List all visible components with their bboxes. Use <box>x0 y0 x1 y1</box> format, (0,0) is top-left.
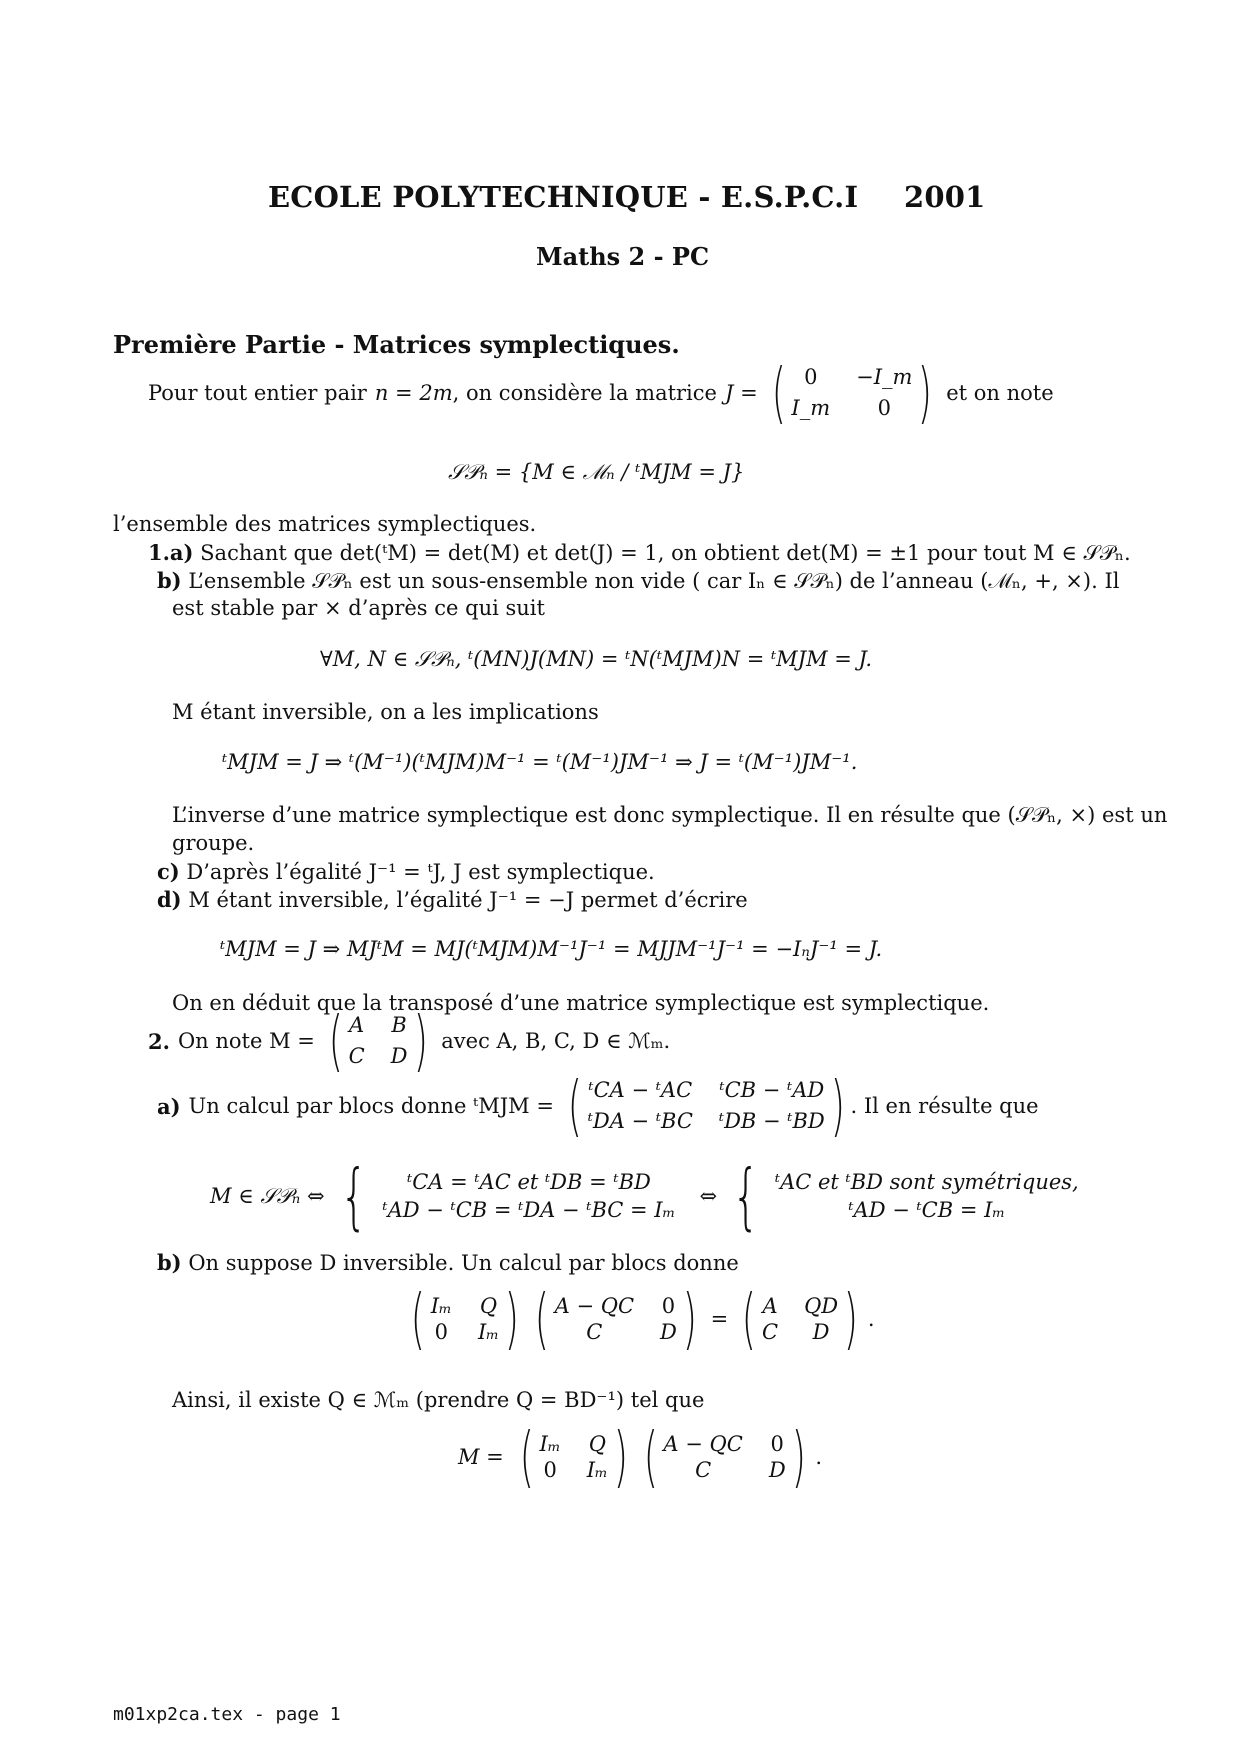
q2a-line <box>157 1067 1039 1144</box>
q1c-line <box>157 857 655 887</box>
paren-left: ( <box>567 1067 582 1144</box>
matrix-cell: A − QC <box>554 1294 635 1318</box>
matrix-cell: −I_m <box>856 365 913 389</box>
q1a-line <box>148 538 1131 568</box>
matrix-cell: Iₘ <box>430 1294 452 1318</box>
definition-equation: 𝒮𝒫ₙ = {M ∈ ℳₙ / ᵗMJM = J} <box>448 460 745 484</box>
q1c-text: D’après l’égalité J⁻¹ = ᵗJ, J est symplectique. <box>186 860 655 884</box>
intro-text-d: J = <box>724 380 758 405</box>
q1b-equation: ∀M, N ∈ 𝒮𝒫ₙ, ᵗ(MN)J(MN) = ᵗN(ᵗMJM)N = ᵗMJM = J. <box>320 647 872 671</box>
matrix-cell: C <box>761 1320 779 1344</box>
equiv-row: ᵗAC et ᵗBD sont symétriques, <box>774 1170 1079 1194</box>
matrix-cell: Iₘ <box>539 1432 561 1456</box>
final-lhs: M = <box>458 1445 504 1469</box>
matrix-cells <box>431 1294 499 1344</box>
q1d-text2: On en déduit que la transposé d’une matrice symplectique est symplectique. <box>172 991 990 1015</box>
paren-left: ( <box>328 1002 343 1079</box>
q1b-line2: est stable par × d’après ce qui suit <box>172 596 545 620</box>
page-footer: m01xp2ca.tex - page 1 <box>113 1704 341 1725</box>
matrix-J <box>766 354 939 431</box>
q2b-line <box>157 1248 739 1278</box>
paren-left: ( <box>643 1418 658 1495</box>
matrix-cell: A <box>762 1294 778 1318</box>
matrix-J-cells <box>791 363 912 423</box>
paren-right: ) <box>413 1002 428 1079</box>
matrix-cell: ᵗCB − ᵗAD <box>719 1078 825 1102</box>
q1b-line1 <box>157 566 1119 596</box>
brace-left: { <box>732 1154 760 1238</box>
paren-right: ) <box>682 1280 697 1357</box>
paren-left: ( <box>771 354 786 431</box>
matrix-tMJM-cells <box>588 1076 825 1136</box>
paren-left: ( <box>410 1280 425 1357</box>
paren-left: ( <box>534 1280 549 1357</box>
final-decomposition <box>458 1418 823 1495</box>
matrix-tMJM <box>562 1067 851 1144</box>
matrix-cell: Q <box>588 1432 606 1456</box>
matrix-cells <box>555 1294 677 1344</box>
matrix-cell: 0 <box>543 1458 557 1482</box>
equiv-rows1 <box>382 1170 675 1222</box>
q1a-text: Sachant que det(ᵗM) = det(M) et det(J) = 1, on obtient det(M) = ±1 pour tout M ∈ 𝒮𝒫ₙ. <box>200 541 1131 565</box>
matrix-final2 <box>638 1418 812 1495</box>
matrix-cell: ᵗDA − ᵗBC <box>587 1109 693 1133</box>
matrix-cell: D <box>768 1458 786 1482</box>
matrix-cell: Iₘ <box>477 1320 500 1344</box>
matrix-cell: ᵗCA − ᵗAC <box>588 1078 693 1102</box>
q1a-label: 1.a) <box>148 540 194 565</box>
matrix-cell: QD <box>804 1294 839 1318</box>
q2a-label: a) <box>157 1093 181 1119</box>
matrix-cell: 0 <box>434 1320 449 1344</box>
paren-right: ) <box>791 1418 806 1495</box>
equiv-lhs: M ∈ 𝒮𝒫ₙ ⇔ <box>210 1183 325 1208</box>
q1b-text2: M étant inversible, on a les implications <box>172 700 599 724</box>
q2a-text: Un calcul par blocs donne ᵗMJM = <box>188 1093 554 1118</box>
equiv-row: ᵗAD − ᵗCB = Iₘ <box>848 1198 1006 1222</box>
matrix-cell: A <box>349 1013 365 1037</box>
matrix-cells <box>540 1432 608 1482</box>
matrix-cells <box>663 1432 785 1482</box>
matrix-cell: 0 <box>877 396 891 420</box>
document-title: ECOLE POLYTECHNIQUE - E.S.P.C.I <box>268 180 859 214</box>
matrix-block3 <box>736 1280 864 1357</box>
matrix-block1 <box>405 1280 525 1357</box>
q1d-line <box>157 885 748 915</box>
period: . <box>867 1307 875 1331</box>
matrix-cell: 0 <box>804 365 818 389</box>
equiv-row: ᵗAD − ᵗCB = ᵗDA − ᵗBC = Iₘ <box>382 1198 676 1222</box>
document-subtitle: Maths 2 - PC <box>536 242 710 271</box>
equiv-mid: ⇔ <box>699 1184 718 1208</box>
q2-intro-a: On note M = <box>177 1028 315 1053</box>
q1b-text1: L’ensemble 𝒮𝒫ₙ est un sous-ensemble non vide ( car Iₙ ∈ 𝒮𝒫ₙ) de l’anneau (ℳₙ, +, ×). Il <box>188 569 1120 593</box>
equals-sign: = <box>710 1307 729 1331</box>
section-heading: Première Partie - Matrices symplectiques. <box>113 330 680 359</box>
paren-right: ) <box>504 1280 520 1357</box>
block-product-equation <box>405 1280 875 1357</box>
q2a-text-end: . Il en résulte que <box>850 1093 1039 1118</box>
matrix-cell: B <box>391 1013 407 1037</box>
matrix-cell: 0 <box>770 1432 784 1456</box>
q2-label: 2. <box>148 1028 170 1054</box>
intro-text-e: et on note <box>946 380 1054 405</box>
matrix-cell: C <box>586 1320 603 1344</box>
matrix-cell: I_m <box>791 396 831 420</box>
matrix-cells <box>762 1294 838 1344</box>
q1d-equation: ᵗMJM = J ⇒ MJᵗM = MJ(ᵗMJM)M⁻¹J⁻¹ = MJJM⁻¹J⁻¹ = −IₙJ⁻¹ = J. <box>220 937 883 961</box>
paren-left: ( <box>519 1418 534 1495</box>
matrix-cell: Q <box>479 1294 498 1318</box>
matrix-cell: A − QC <box>663 1432 743 1456</box>
intro-text-b: n = 2m <box>374 380 453 405</box>
matrix-cell: D <box>390 1044 408 1068</box>
paren-right: ) <box>830 1067 845 1144</box>
q1b-label: b) <box>157 568 182 593</box>
paren-right: ) <box>918 354 933 431</box>
matrix-block2 <box>529 1280 703 1357</box>
paren-right: ) <box>843 1280 859 1357</box>
equivalence-system <box>210 1154 1079 1238</box>
matrix-cell: C <box>348 1044 365 1068</box>
equiv-rows2 <box>775 1170 1079 1222</box>
document-year: 2001 <box>904 180 986 214</box>
q2b-text: On suppose D inversible. Un calcul par blocs donne <box>188 1251 739 1275</box>
q1c-label: c) <box>157 859 180 884</box>
intro-text-c: , on considère la matrice <box>452 380 717 405</box>
matrix-M-cells <box>349 1011 408 1071</box>
q1b-text3-line1: L’inverse d’une matrice symplectique est donc symplectique. Il en résulte que (𝒮𝒫ₙ, ×) est un <box>172 803 1168 827</box>
matrix-cell: ᵗDB − ᵗBD <box>718 1109 825 1133</box>
matrix-final1 <box>514 1418 634 1495</box>
q1b-text3-line2: groupe. <box>172 831 255 855</box>
q1d-text: M étant inversible, l’égalité J⁻¹ = −J permet d’écrire <box>188 888 748 912</box>
intro-text-a: Pour tout entier pair <box>148 380 367 405</box>
q2-intro-line <box>148 1002 671 1079</box>
equiv-row: ᵗCA = ᵗAC et ᵗDB = ᵗBD <box>407 1170 651 1194</box>
q1d-label: d) <box>157 887 182 912</box>
paren-left: ( <box>742 1280 757 1357</box>
matrix-cell: Iₘ <box>586 1458 608 1482</box>
brace-left: { <box>339 1154 368 1238</box>
q2b-text2: Ainsi, il existe Q ∈ ℳₘ (prendre Q = BD⁻¹) tel que <box>172 1388 705 1412</box>
period: . <box>815 1445 823 1469</box>
intro-end: l’ensemble des matrices symplectiques. <box>113 512 537 536</box>
q2b-label: b) <box>157 1250 182 1275</box>
q1b-equation2: ᵗMJM = J ⇒ ᵗ(M⁻¹)(ᵗMJM)M⁻¹ = ᵗ(M⁻¹)JM⁻¹ ⇒ J = ᵗ(M⁻¹)JM⁻¹. <box>222 750 858 774</box>
matrix-cell: 0 <box>661 1294 676 1318</box>
paren-right: ) <box>613 1418 628 1495</box>
intro-line <box>148 354 1054 431</box>
matrix-cell: D <box>812 1320 830 1344</box>
matrix-cell: C <box>695 1458 712 1482</box>
q2-intro-b: avec A, B, C, D ∈ ℳₘ. <box>441 1028 671 1053</box>
matrix-cell: D <box>660 1320 677 1344</box>
matrix-M <box>323 1002 433 1079</box>
